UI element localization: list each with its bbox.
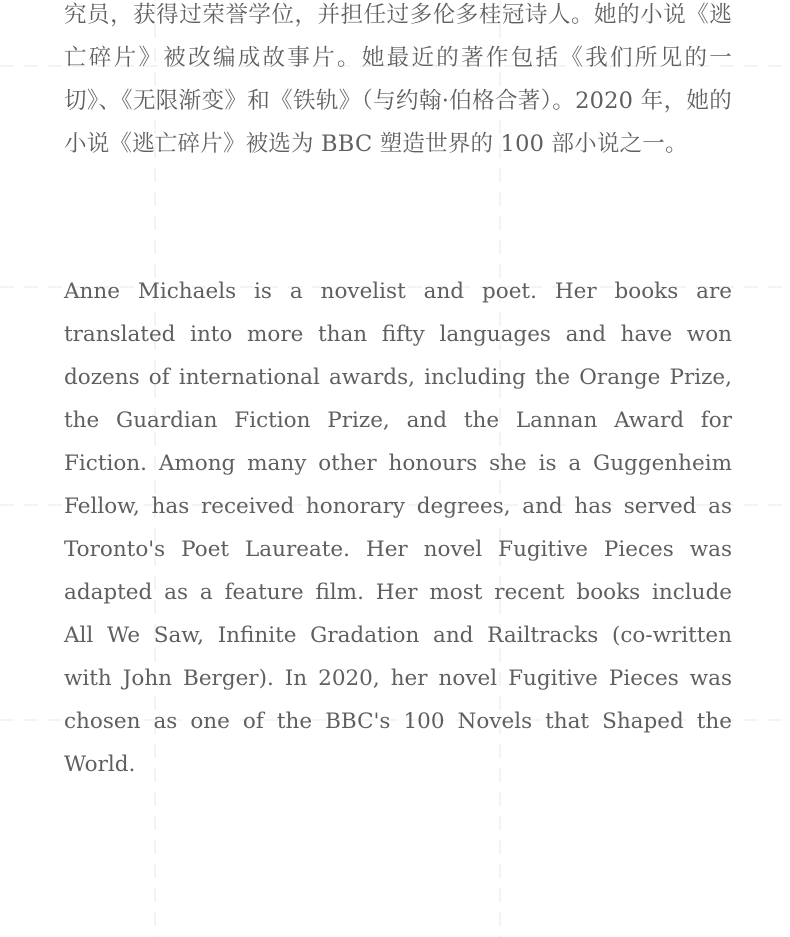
bio-paragraph-english: Anne Michaels is a novelist and poet. Her books are translated into more than fifty languages and have won dozens of international awards, including the Orange Prize, the Guardian Fiction Prize, and the Lannan Award for Fiction. Among many other honours she is a Guggenheim Fellow, has received honorary degrees, and has served as Toronto's Poet Laureate. Her novel Fugitive Pieces was adapted as a feature film. Her most recent books include All We Saw, Infinite Gradation and Railtracks (co-written with John Berger). In 2020, her novel Fugitive Pieces was chosen as one of the BBC's 100 Novels that Shaped the World. — [64, 279, 732, 777]
bio-paragraph-chinese: 究员，获得过荣誉学位，并担任过多伦多桂冠诗人。她的小说《逃亡碎片》被改编成故事片。她最近的著作包括《我们所见的一切》、《无限渐变》和《铁轨》（与约翰·伯格合著）。2020 年，她的小说《逃亡碎片》被选为 BBC 塑造世界的 100 部小说之一。 — [64, 2, 732, 157]
